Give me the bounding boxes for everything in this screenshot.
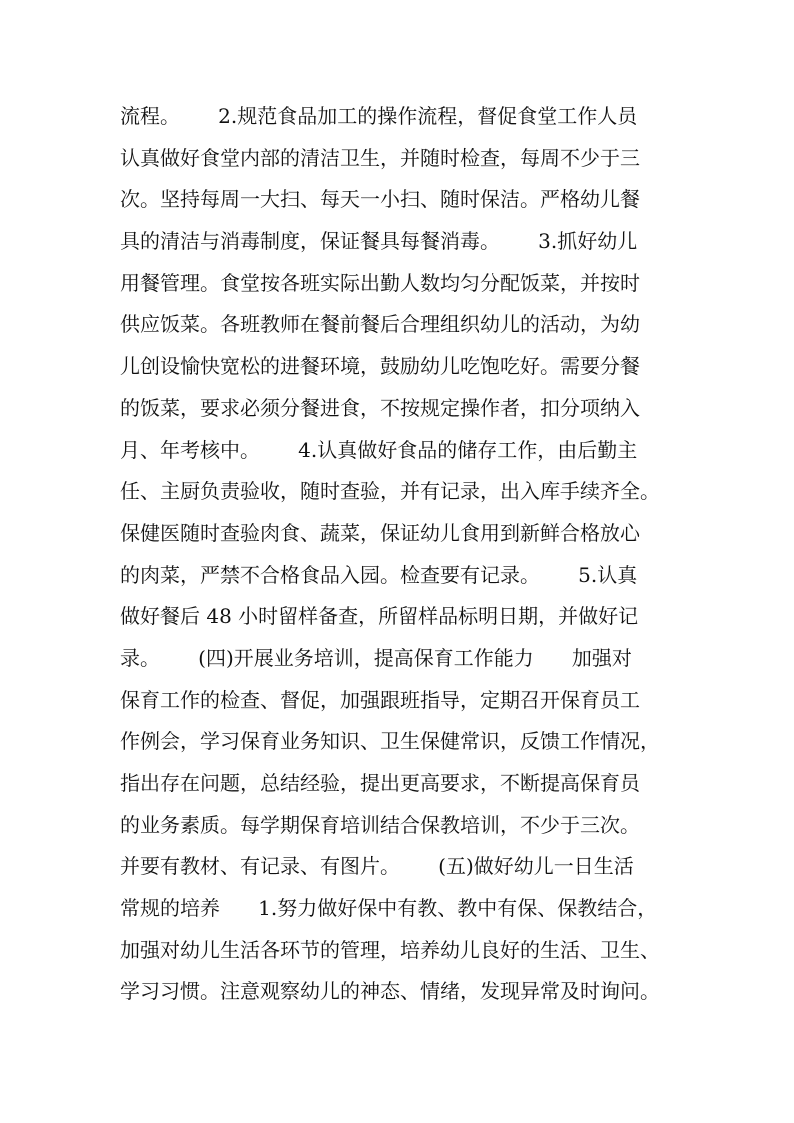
text-line: 加强对幼儿生活各环节的管理，培养幼儿良好的生活、卫生、 xyxy=(120,937,660,962)
text-line: 流程。 2.规范食品加工的操作流程，督促食堂工作人员 xyxy=(120,104,638,128)
text-line: 录。 (四)开展业务培训，提高保育工作能力 加强对 xyxy=(120,645,632,670)
text-line: 具的清洁与消毒制度，保证餐具每餐消毒。 3.抓好幼儿 xyxy=(120,229,638,254)
text-line: 保育工作的检查、督促，加强跟班指导，定期召开保育员工 xyxy=(120,687,640,712)
text-line: 认真做好食堂内部的清洁卫生，并随时检查，每周不少于三 xyxy=(120,145,640,170)
text-line: 用餐管理。食堂按各班实际出勤人数均匀分配饭菜，并按时 xyxy=(120,270,640,295)
text-line: 儿创设愉快宽松的进餐环境，鼓励幼儿吃饱吃好。需要分餐 xyxy=(120,354,640,379)
text-line: 指出存在问题，总结经验，提出更高要求，不断提高保育员 xyxy=(120,771,640,795)
text-line: 的业务素质。每学期保育培训结合保教培训，不少于三次。 xyxy=(120,812,640,837)
text-line: 保健医随时查验肉食、蔬菜，保证幼儿食用到新鲜合格放心 xyxy=(120,520,640,545)
text-line: 的饭菜，要求必须分餐进食，不按规定操作者，扣分项纳入 xyxy=(120,395,640,420)
text-line: 做好餐后 48 小时留样备查，所留样品标明日期，并做好记 xyxy=(120,604,639,629)
text-line: 并要有教材、有记录、有图片。 (五)做好幼儿一日生活 xyxy=(120,854,634,879)
text-line: 作例会，学习保育业务知识、卫生保健常识，反馈工作情况， xyxy=(120,729,660,754)
text-line: 次。坚持每周一大扫、每天一小扫、随时保洁。严格幼儿餐 xyxy=(120,187,640,212)
text-line: 常规的培养 1.努力做好保中有教、教中有保、保教结合， xyxy=(120,896,658,921)
body-text xyxy=(120,96,700,1013)
text-line: 的肉菜，严禁不合格食品入园。检查要有记录。 5.认真 xyxy=(120,562,638,587)
text-line: 学习习惯。注意观察幼儿的神态、情绪，发现异常及时询问。 xyxy=(120,979,660,1004)
text-line: 月、年考核中。 4.认真做好食品的储存工作，由后勤主 xyxy=(120,437,638,462)
text-line: 供应饭菜。各班教师在餐前餐后合理组织幼儿的活动，为幼 xyxy=(120,312,640,337)
text-line: 任、主厨负责验收，随时查验，并有记录，出入库手续齐全。 xyxy=(120,479,660,504)
